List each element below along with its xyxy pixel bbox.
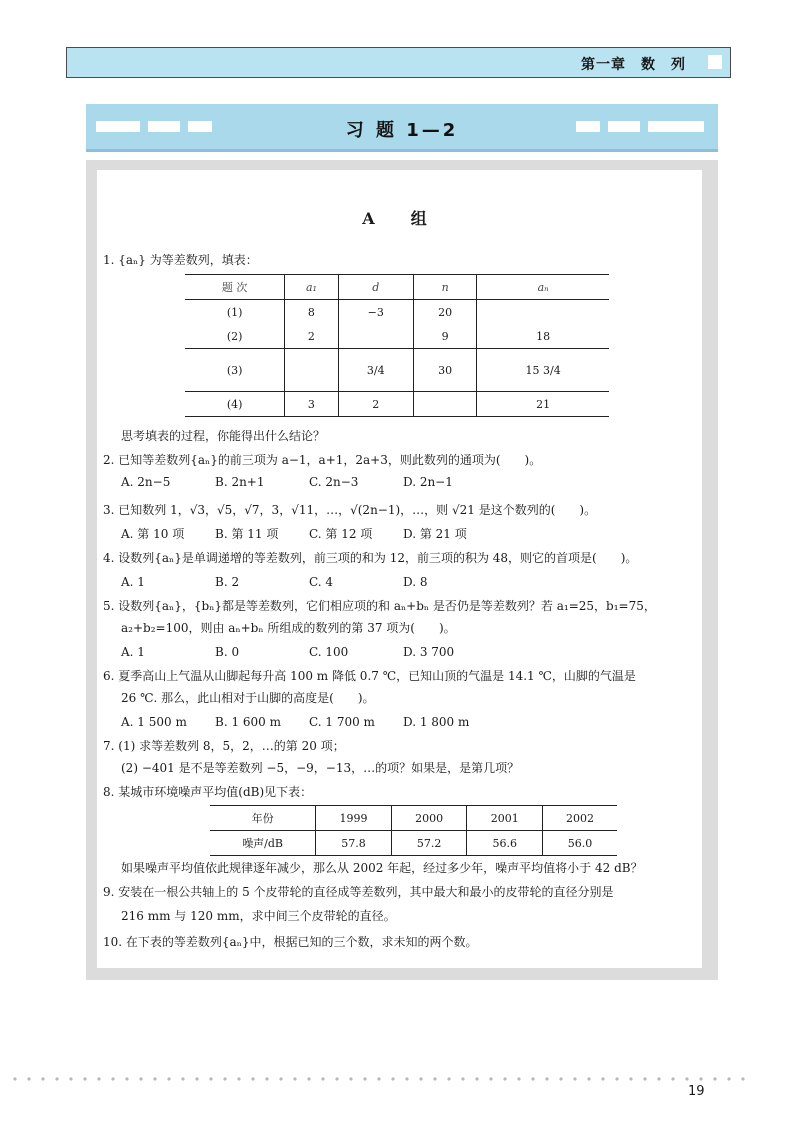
table-header: d xyxy=(338,275,414,300)
option: B. 2 xyxy=(215,575,240,589)
option: B. 2n+1 xyxy=(215,475,265,489)
exercise-banner xyxy=(86,104,718,152)
table-cell: 57.8 xyxy=(316,831,392,856)
table-cell: 2 xyxy=(285,324,338,349)
table-cell xyxy=(338,324,414,349)
q7-line2: (2) −401 是不是等差数列 −5，−9，−13，…的项？如果是，是第几项？ xyxy=(121,761,520,775)
option: C. 2n−3 xyxy=(309,475,359,489)
q4-text: 4. 设数列{aₙ}是单调递增的等差数列，前三项的和为 12，前三项的积为 48，则它的首项是( )。 xyxy=(103,551,638,565)
q6-line1: 6. 夏季高山上气温从山脚起每升高 100 m 降低 0.7 ℃，已知山顶的气温是 14.1 ℃，山脚的气温是 xyxy=(103,669,636,683)
table-cell: (2) xyxy=(226,329,243,343)
q8-table xyxy=(210,805,617,856)
chapter-header-bar xyxy=(66,47,731,78)
table-cell xyxy=(477,300,609,325)
banner-decoration xyxy=(608,121,640,132)
option: C. 100 xyxy=(309,645,349,659)
table-cell: 3 xyxy=(285,392,338,417)
table-header: n xyxy=(414,275,477,300)
option: A. 1 xyxy=(121,575,145,589)
chapter-title: 第一章 数 列 xyxy=(581,57,686,73)
table-cell xyxy=(414,392,477,417)
table-cell: 18 xyxy=(477,324,609,349)
option: B. 0 xyxy=(215,645,240,659)
option: D. 1 800 m xyxy=(403,715,470,729)
option: C. 第 12 项 xyxy=(309,527,373,541)
q5-line2: a₂+b₂=100，则由 aₙ+bₙ 所组成的数列的第 37 项为( )。 xyxy=(121,621,456,635)
banner-decoration xyxy=(648,121,704,132)
q6-line2: 26 ℃. 那么，此山相对于山脚的高度是( )。 xyxy=(121,691,375,705)
table-cell: 15 3/4 xyxy=(477,349,609,392)
table-cell: 9 xyxy=(414,324,477,349)
header-decoration xyxy=(708,55,722,69)
table-cell: −3 xyxy=(338,300,414,325)
q8-intro: 8. 某城市环境噪声平均值(dB)见下表： xyxy=(103,785,313,799)
group-title: A 组 xyxy=(362,209,437,228)
table-cell: 2 xyxy=(338,392,414,417)
table-header: 1999 xyxy=(316,806,392,831)
footer-dots xyxy=(8,1076,748,1082)
option: C. 1 700 m xyxy=(309,715,375,729)
q8-followup: 如果噪声平均值依此规律逐年减少，那么从 2002 年起，经过多少年，噪声平均值将小于 42 dB？ xyxy=(121,861,643,875)
q10-text: 10. 在下表的等差数列{aₙ}中，根据已知的三个数，求未知的两个数。 xyxy=(103,935,478,949)
q9-line2: 216 mm 与 120 mm，求中间三个皮带轮的直径。 xyxy=(121,909,396,923)
table-cell: 30 xyxy=(414,349,477,392)
table-header: a₁ xyxy=(285,275,338,300)
q7-line1: 7. (1) 求等差数列 8，5，2，…的第 20 项； xyxy=(103,739,345,753)
table-cell xyxy=(285,349,338,392)
q2-text: 2. 已知等差数列{aₙ}的前三项为 a−1，a+1，2a+3，则此数列的通项为( )。 xyxy=(103,453,542,467)
q5-line1: 5. 设数列{aₙ}，{bₙ}都是等差数列，它们相应项的和 aₙ+bₙ 是否仍是等差数列？若 a₁=25，b₁=75， xyxy=(103,599,656,613)
option: A. 2n−5 xyxy=(121,475,171,489)
exercise-content xyxy=(97,170,702,968)
option: B. 第 11 项 xyxy=(215,527,279,541)
table-cell: (3) xyxy=(185,349,285,392)
table-cell: 3/4 xyxy=(338,349,414,392)
page-number: 19 xyxy=(688,1084,705,1099)
table-header: 年份 xyxy=(210,806,316,831)
q1-followup: 思考填表的过程，你能得出什么结论？ xyxy=(121,429,326,443)
q1-table xyxy=(185,274,609,417)
q9-line1: 9. 安装在一根公共轴上的 5 个皮带轮的直径成等差数列，其中最大和最小的皮带轮的直径分别是 xyxy=(103,885,614,899)
option: A. 第 10 项 xyxy=(121,527,185,541)
table-cell: 56.0 xyxy=(543,831,617,856)
option: D. 3 700 xyxy=(403,645,455,659)
table-header: aₙ xyxy=(477,275,609,300)
option: B. 1 600 m xyxy=(215,715,281,729)
banner-decoration xyxy=(576,121,600,132)
table-cell: 8 xyxy=(285,300,338,325)
exercise-title: 习 题 1—2 xyxy=(345,120,459,141)
table-cell: 噪声/dB xyxy=(210,831,316,856)
option: C. 4 xyxy=(309,575,334,589)
option: D. 第 21 项 xyxy=(403,527,467,541)
option: D. 8 xyxy=(403,575,428,589)
q3-text: 3. 已知数列 1，√3，√5，√7，3，√11，…，√(2n−1)，…，则 √21 是这个数列的( )。 xyxy=(103,503,597,517)
option: A. 1 500 m xyxy=(121,715,187,729)
table-header: 2002 xyxy=(543,806,617,831)
table-header: 题 次 xyxy=(185,275,285,300)
q1-intro: 1. {aₙ} 为等差数列，填表： xyxy=(103,253,258,267)
table-cell: 20 xyxy=(414,300,477,325)
table-cell: (4) xyxy=(185,392,285,417)
table-cell: 21 xyxy=(477,392,609,417)
option: A. 1 xyxy=(121,645,145,659)
table-header: 2000 xyxy=(391,806,467,831)
table-cell: 56.6 xyxy=(467,831,543,856)
table-header: 2001 xyxy=(467,806,543,831)
table-cell: (1) xyxy=(185,300,285,325)
option: D. 2n−1 xyxy=(403,475,453,489)
table-cell: 57.2 xyxy=(391,831,467,856)
